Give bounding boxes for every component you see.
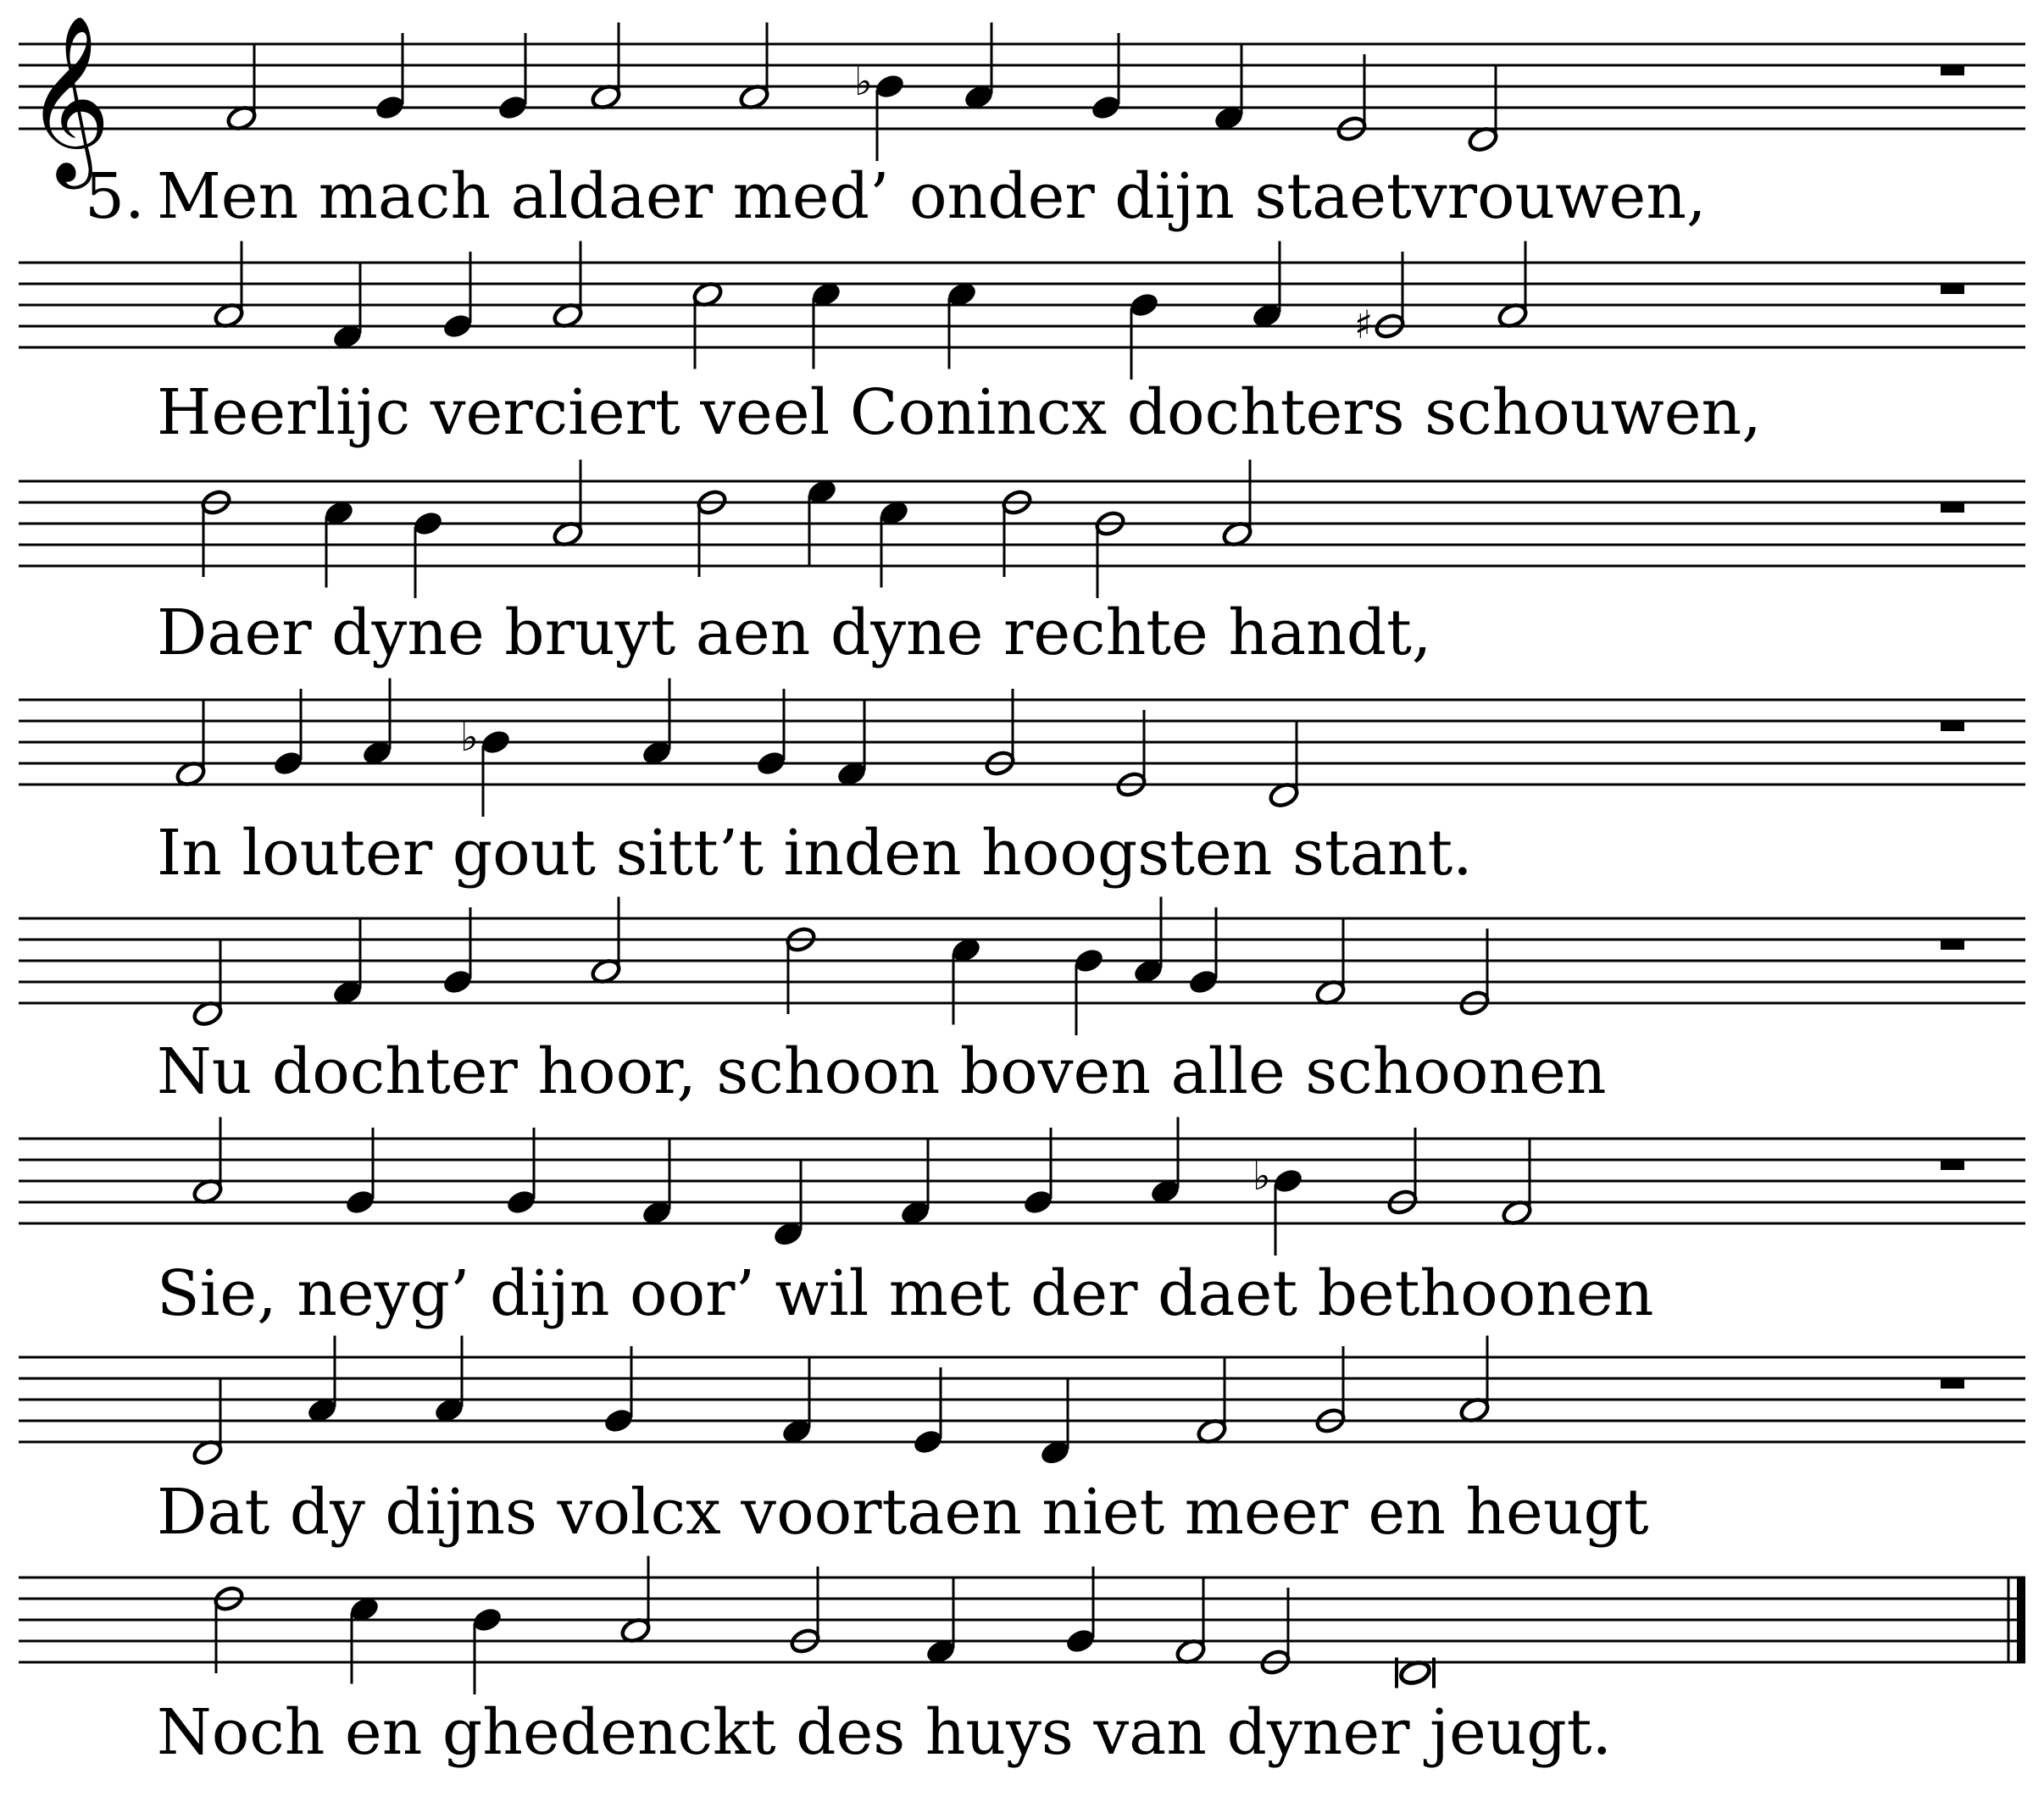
whole-rest: [1941, 1160, 1964, 1170]
lyric-line: Noch en ghedenckt des huys van dyner jeugt.: [157, 1696, 1613, 1769]
note: [225, 44, 258, 133]
note: [1253, 1153, 1304, 1256]
note: [1497, 241, 1529, 330]
note: [1064, 1566, 1097, 1655]
notehead: [874, 72, 906, 100]
note: [590, 23, 622, 112]
note: [348, 1595, 380, 1684]
note: [854, 58, 906, 161]
note: [810, 280, 842, 369]
notehead: [1187, 968, 1219, 995]
lyric-line: Sie, neyg’ dijn oor’ wil met der daet bethoonen: [157, 1257, 1654, 1330]
whole-rest: [1941, 940, 1964, 950]
lyric-line: Men mach aldaer med’ onder dijn staetvrouwen,: [157, 160, 1707, 233]
note: [755, 689, 787, 778]
notehead: [1128, 291, 1160, 319]
note: [1251, 241, 1283, 330]
note: [460, 714, 512, 817]
note: [192, 940, 224, 1029]
note: [1268, 721, 1300, 810]
note: [772, 1160, 804, 1249]
note: [1149, 1117, 1181, 1206]
note: [1314, 918, 1347, 1007]
notehead: [755, 749, 787, 777]
note: [1128, 291, 1160, 380]
note: [590, 897, 622, 986]
whole-rest: [1941, 1378, 1964, 1389]
note: [946, 280, 978, 369]
note: [836, 700, 868, 789]
note: [1213, 44, 1245, 133]
verse-number: 5.: [85, 160, 145, 233]
note: [641, 679, 673, 768]
note: [306, 1336, 338, 1425]
note: [412, 509, 444, 598]
note: [1132, 897, 1164, 986]
whole-rest: [1941, 65, 1964, 75]
note: [1187, 907, 1219, 996]
note: [1073, 946, 1105, 1035]
note: [374, 33, 406, 122]
note: [442, 252, 474, 341]
notehead: [1090, 93, 1122, 121]
notehead: [912, 1428, 944, 1455]
note: [552, 241, 584, 330]
notehead: [505, 1188, 537, 1216]
note: [471, 1605, 503, 1694]
note: [1221, 460, 1253, 549]
whole-rest: [1941, 502, 1964, 513]
note: [272, 689, 304, 778]
note: [1022, 1128, 1054, 1217]
note: [912, 1367, 944, 1456]
note: [806, 478, 838, 567]
note: [603, 1346, 635, 1435]
note: [780, 1357, 813, 1446]
note: [213, 241, 245, 330]
notehead: [471, 1605, 503, 1633]
note: [175, 700, 207, 789]
notehead: [603, 1406, 635, 1434]
note: [950, 936, 982, 1025]
whole-rest: [1941, 721, 1964, 731]
flat-icon: ♭: [1253, 1153, 1271, 1199]
note: [738, 23, 770, 112]
note: [1039, 1378, 1071, 1467]
notehead: [344, 1188, 376, 1216]
lyric-line: Daer dyne bruyt aen dyne rechte handt,: [157, 596, 1432, 669]
note: [344, 1128, 376, 1217]
notehead: [1073, 946, 1105, 974]
note: [1175, 1577, 1207, 1666]
flat-icon: ♭: [854, 58, 873, 104]
treble-clef-icon: 𝄞: [25, 14, 111, 182]
flat-icon: ♭: [460, 714, 479, 760]
final-barline: [2017, 1577, 2025, 1662]
note: [331, 918, 364, 1007]
note: [323, 499, 355, 588]
lyric-line: Nu dochter hoor, schoon boven alle schoonen: [157, 1035, 1607, 1108]
note: [192, 1117, 224, 1206]
note: [361, 679, 393, 768]
note: [497, 33, 529, 122]
note: [442, 907, 474, 996]
notehead: [480, 728, 512, 756]
note: [878, 499, 910, 588]
sharp-icon: ♯: [1354, 302, 1374, 347]
note: [1458, 1336, 1491, 1425]
whole-rest: [1941, 284, 1964, 294]
notehead: [497, 93, 529, 121]
note: [1354, 252, 1406, 347]
note: [641, 1139, 673, 1228]
notehead: [412, 509, 444, 537]
note: [963, 23, 995, 112]
note: [552, 460, 584, 549]
note: [925, 1577, 957, 1666]
lyric-line: In louter gout sitt’t inden hoogsten stant.: [157, 817, 1473, 890]
note: [505, 1128, 537, 1217]
notehead: [442, 968, 474, 995]
note: [1196, 1357, 1228, 1446]
note: [1090, 33, 1122, 122]
notehead: [1272, 1167, 1304, 1195]
note: [331, 263, 364, 352]
note: [899, 1139, 931, 1228]
note: [1467, 65, 1499, 154]
note: [619, 1556, 652, 1645]
notehead: [442, 312, 474, 340]
note: [433, 1336, 465, 1425]
notehead: [374, 93, 406, 121]
lyric-line: Dat dy dijns volcx voortaen niet meer en heugt: [157, 1476, 1649, 1549]
note: [1501, 1139, 1533, 1228]
lyric-line: Heerlijc verciert veel Conincx dochters schouwen,: [157, 376, 1762, 449]
notehead: [1064, 1627, 1097, 1655]
note: [192, 1378, 224, 1467]
note: [692, 280, 724, 369]
notehead: [1022, 1188, 1054, 1216]
notehead: [272, 749, 304, 777]
